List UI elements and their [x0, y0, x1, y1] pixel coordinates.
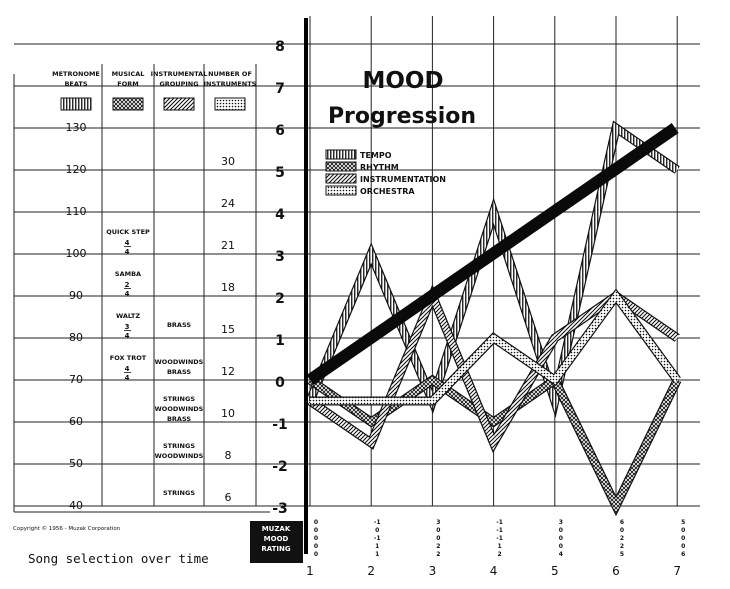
column-code: 0 [681, 535, 686, 542]
table-pattern-swatch [215, 98, 245, 110]
legend-swatch [326, 186, 356, 195]
legend-swatch [326, 162, 356, 171]
column-code: 6 [681, 551, 686, 558]
column-code: 2 [619, 543, 625, 550]
table-number-of-instruments: 10 [221, 407, 235, 420]
table-number-of-instruments: 21 [221, 239, 235, 252]
time-signature-den: 4 [124, 290, 130, 298]
y-tick-label: 8 [275, 39, 285, 55]
table-metronome-beats: 80 [69, 331, 83, 344]
legend-label: RHYTHM [360, 163, 399, 172]
y-tick-label: 2 [275, 291, 285, 307]
table-pattern-swatch [61, 98, 91, 110]
y-tick-label: 1 [275, 333, 285, 349]
column-code: 1 [375, 543, 380, 550]
x-tick-label: 3 [428, 564, 437, 578]
table-instrument-group: STRINGS [163, 489, 195, 497]
column-code: 2 [436, 543, 441, 550]
time-signature-den: 4 [124, 332, 130, 340]
y-tick-label: 4 [275, 207, 285, 223]
table-metronome-beats: 60 [69, 415, 83, 428]
x-tick-label: 7 [673, 564, 682, 578]
y-tick-label: -3 [272, 501, 288, 517]
legend-swatch [326, 150, 356, 159]
column-code: -1 [496, 535, 503, 542]
chart-title: MOOD [362, 68, 444, 94]
time-signature-num: 4 [124, 365, 130, 373]
column-code: 4 [558, 551, 563, 558]
column-code: 5 [681, 519, 686, 526]
table-number-of-instruments: 6 [224, 491, 232, 504]
column-code: 3 [436, 519, 441, 526]
time-signature-num: 2 [124, 281, 130, 289]
y-tick-label: 0 [275, 375, 285, 391]
column-code: 0 [558, 527, 563, 534]
table-number-of-instruments: 12 [221, 365, 235, 378]
legend [326, 150, 446, 196]
chart-subtitle: Progression [327, 104, 477, 129]
column-code: -1 [496, 527, 503, 534]
x-tick-label: 5 [550, 564, 559, 578]
column-code: 0 [313, 543, 319, 550]
table-header-label: MUSICAL [111, 70, 145, 78]
legend-label: ORCHESTRA [360, 187, 415, 196]
table-instrument-group: WOODWINDS [154, 405, 204, 413]
table-pattern-swatch [164, 98, 194, 110]
column-code: 0 [558, 543, 563, 550]
column-code: -1 [496, 519, 503, 526]
column-code: 3 [558, 519, 563, 526]
table-metronome-beats: 50 [69, 457, 83, 470]
table-instrument-group: BRASS [166, 368, 192, 376]
y-axis [250, 18, 306, 563]
column-code: 6 [619, 519, 625, 526]
column-code: -1 [373, 535, 381, 542]
table-number-of-instruments: 8 [224, 449, 232, 462]
table-instrument-group: STRINGS [163, 442, 195, 450]
column-code: -1 [373, 519, 381, 526]
x-tick-label: 2 [367, 564, 376, 578]
table-metronome-beats: 70 [69, 373, 83, 386]
table-header-label: GROUPING [159, 80, 199, 88]
x-tick-label: 1 [306, 564, 314, 578]
legend-label: INSTRUMENTATION [360, 175, 447, 184]
table-instrument-group: WOODWINDS [154, 452, 204, 460]
table-instrument-group: BRASS [166, 321, 192, 329]
legend-swatch [326, 174, 356, 183]
time-signature-den: 4 [124, 248, 130, 256]
table-metronome-beats: 40 [69, 499, 83, 512]
table-number-of-instruments: 24 [221, 197, 235, 210]
table-metronome-beats: 90 [69, 289, 83, 302]
rating-box-label: MUZAK [261, 525, 291, 533]
legend-label: TEMPO [360, 151, 392, 160]
column-code: 2 [436, 551, 441, 558]
y-tick-label: -2 [272, 459, 288, 475]
table-instrument-group: BRASS [166, 415, 192, 423]
column-code: 0 [436, 535, 441, 542]
table-header-label: NUMBER OF [208, 70, 252, 78]
column-code: 2 [619, 535, 625, 542]
copyright-note: Copyright © 1956 - Muzak Corporation [13, 526, 121, 532]
y-tick-label: 7 [275, 81, 285, 97]
rating-box-label: MOOD [263, 535, 289, 543]
column-code: 1 [497, 543, 502, 550]
time-signature-num: 3 [124, 323, 130, 331]
column-code: 0 [681, 543, 686, 550]
column-code: 0 [313, 527, 319, 534]
column-code: 0 [375, 527, 380, 534]
column-code: 0 [619, 527, 625, 534]
y-tick-label: 6 [275, 123, 285, 139]
table-number-of-instruments: 18 [221, 281, 235, 294]
table-musical-form: WALTZ [115, 312, 141, 320]
table-musical-form: QUICK STEP [106, 228, 150, 236]
y-tick-label: 5 [275, 165, 285, 181]
table-pattern-swatch [113, 98, 143, 110]
column-code: 2 [497, 551, 502, 558]
table-header-label: BEATS [64, 80, 88, 88]
column-code: 0 [313, 519, 319, 526]
x-axis [306, 519, 685, 578]
x-tick-label: 4 [489, 564, 498, 578]
table-instrument-group: STRINGS [163, 395, 195, 403]
table-musical-form: SAMBA [114, 270, 142, 278]
table-metronome-beats: 110 [65, 205, 87, 218]
x-tick-label: 6 [612, 564, 620, 578]
table-header-label: INSTRUMENTS [203, 80, 257, 88]
table-number-of-instruments: 30 [221, 155, 235, 168]
time-signature-num: 4 [124, 239, 130, 247]
x-axis-label: Song selection over time [28, 551, 209, 566]
table-metronome-beats: 100 [65, 247, 87, 260]
column-code: 1 [375, 551, 380, 558]
table-metronome-beats: 130 [65, 121, 87, 134]
y-tick-label: 3 [275, 249, 285, 265]
column-code: 5 [619, 551, 625, 558]
table-number-of-instruments: 15 [221, 323, 235, 336]
table-metronome-beats: 120 [65, 163, 87, 176]
column-code: 0 [681, 527, 686, 534]
table-header-label: INSTRUMENTAL [150, 70, 208, 78]
column-code: 0 [313, 551, 319, 558]
column-code: 0 [558, 535, 563, 542]
table-header-label: FORM [117, 80, 139, 88]
time-signature-den: 4 [124, 374, 130, 382]
table-musical-form: FOX TROT [109, 354, 147, 362]
rating-box-label: RATING [261, 545, 291, 553]
table-header-label: METRONOME [52, 70, 100, 78]
table-instrument-group: WOODWINDS [154, 358, 204, 366]
column-code: 0 [436, 527, 441, 534]
column-code: 0 [313, 535, 319, 542]
y-tick-label: -1 [272, 417, 288, 433]
